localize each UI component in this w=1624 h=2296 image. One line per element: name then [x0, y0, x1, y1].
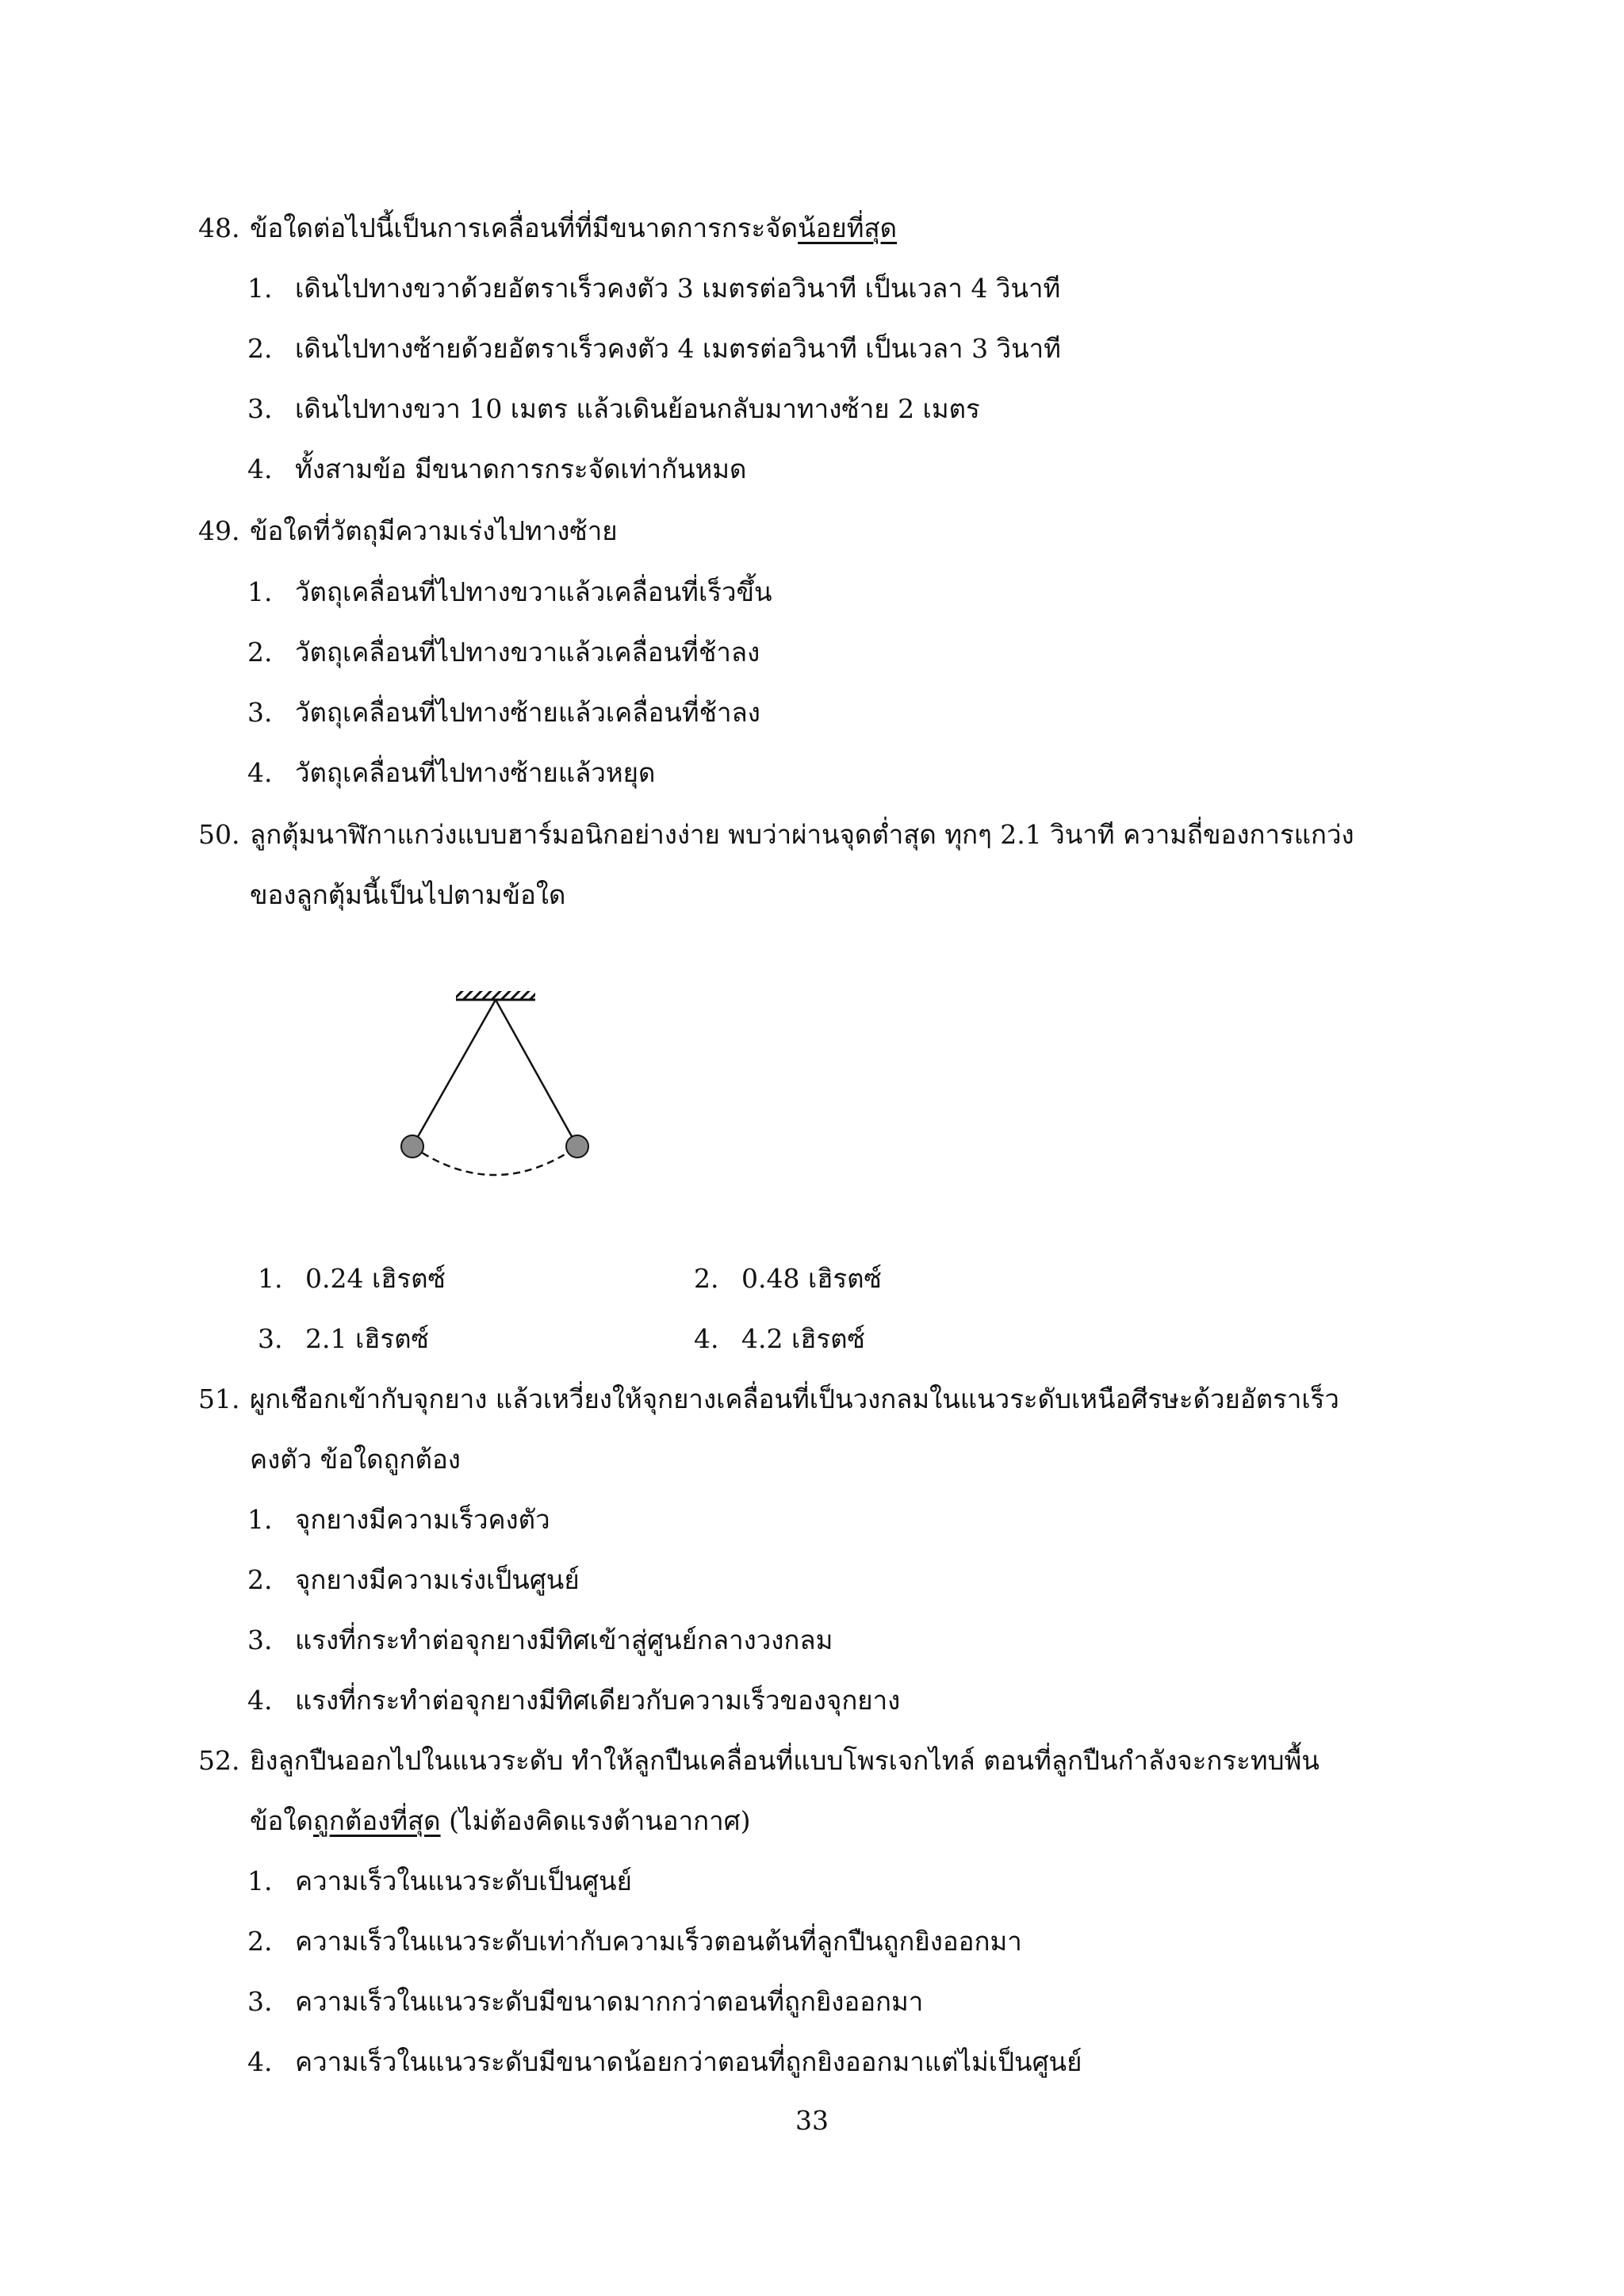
option-text: ความเร็วในแนวระดับมีขนาดน้อยกว่าตอนที่ถูกยิงออกมาแต่ไม่เป็นศูนย์: [295, 2046, 1082, 2077]
question-48: [198, 212, 897, 244]
option: [247, 1564, 580, 1596]
question-text: ข้อใดที่วัตถุมีความเร่งไปทางซ้าย: [250, 515, 618, 546]
option-number: 2.: [247, 1564, 273, 1595]
option: [258, 1323, 429, 1355]
option-text: ความเร็วในแนวระดับมีขนาดมากกว่าตอนที่ถูกยิงออกมา: [295, 1986, 924, 2017]
option: [247, 1866, 632, 1897]
option: [247, 1926, 1022, 1957]
option-text: จุกยางมีความเร็วคงตัว: [295, 1504, 550, 1535]
question-50: [198, 819, 1354, 851]
question-51: [198, 1383, 1339, 1415]
question-number: 52.: [198, 1745, 240, 1776]
option-number: 2.: [247, 1926, 273, 1957]
option-text: ความเร็วในแนวระดับเท่ากับความเร็วตอนต้นที่ลูกปืนถูกยิงออกมา: [295, 1926, 1022, 1957]
option-text: วัตถุเคลื่อนที่ไปทางซ้ายแล้วเคลื่อนที่ช้าลง: [295, 697, 760, 728]
option-number: 1.: [247, 273, 273, 304]
option-text: วัตถุเคลื่อนที่ไปทางซ้ายแล้วหยุด: [295, 757, 656, 788]
question-49: [198, 515, 618, 547]
option: [247, 273, 1060, 304]
string-right: [496, 1000, 577, 1146]
question-number: 49.: [198, 515, 240, 546]
option-number: 2.: [247, 637, 273, 668]
option-number: 4.: [247, 453, 273, 484]
option: [247, 453, 746, 485]
option-number: 2.: [694, 1263, 719, 1294]
option-text: เดินไปทางซ้ายด้วยอัตราเร็วคงตัว 4 เมตรต่อวินาที เป็นเวลา 3 วินาที: [295, 333, 1061, 364]
option-number: 4.: [247, 757, 273, 788]
question-text: ผูกเชือกเข้ากับจุกยาง แล้วเหวี่ยงให้จุกยางเคลื่อนที่เป็นวงกลมในแนวระดับเหนือศีรษะด้วยอัตราเร็ว: [250, 1383, 1339, 1414]
option-text: เดินไปทางขวาด้วยอัตราเร็วคงตัว 3 เมตรต่อวินาที เป็นเวลา 4 วินาที: [295, 273, 1061, 304]
option-text: 4.2 เฮิรตซ์: [741, 1323, 865, 1354]
question-text-continued: คงตัว ข้อใดถูกต้อง: [250, 1444, 461, 1475]
pendulum-diagram: [381, 974, 619, 1211]
ceiling-support: [454, 990, 539, 1000]
option: [247, 1986, 923, 2018]
option-number: 4.: [694, 1323, 719, 1354]
question-text-part: ข้อใด: [250, 1805, 313, 1836]
option: [247, 393, 980, 425]
option-text: 2.1 เฮิรตซ์: [305, 1323, 429, 1354]
option-number: 3.: [258, 1323, 283, 1354]
question-text-continued: [250, 1805, 750, 1837]
option-text: 0.24 เฮิรตซ์: [305, 1263, 446, 1294]
option-number: 1.: [247, 1504, 273, 1535]
option: [694, 1323, 865, 1355]
question-text-continued: ของลูกตุ้มนี้เป็นไปตามข้อใด: [250, 879, 566, 910]
question-emphasis: น้อยที่สุด: [798, 212, 898, 243]
option-number: 1.: [247, 576, 273, 607]
option: [247, 757, 655, 789]
swing-path: [412, 1146, 577, 1175]
option-text: เดินไปทางขวา 10 เมตร แล้วเดินย้อนกลับมาทางซ้าย 2 เมตร: [295, 393, 980, 424]
option-number: 3.: [247, 393, 273, 424]
option-text: แรงที่กระทำต่อจุกยางมีทิศเดียวกับความเร็วของจุกยาง: [295, 1685, 901, 1716]
option-number: 3.: [247, 1986, 273, 2017]
question-text-part: (ไม่ต้องคิดแรงต้านอากาศ): [440, 1805, 751, 1836]
option: [247, 1685, 900, 1716]
option-text: วัตถุเคลื่อนที่ไปทางขวาแล้วเคลื่อนที่เร็วขึ้น: [295, 576, 772, 607]
option-text: ทั้งสามข้อ มีขนาดการกระจัดเท่ากันหมด: [295, 453, 747, 484]
question-number: 48.: [198, 212, 240, 243]
option: [247, 333, 1061, 365]
option: [694, 1263, 882, 1295]
question-52: [198, 1745, 1320, 1777]
option-number: 4.: [247, 1685, 273, 1716]
option-text: จุกยางมีความเร่งเป็นศูนย์: [295, 1564, 580, 1595]
option-text: แรงที่กระทำต่อจุกยางมีทิศเข้าสู่ศูนย์กลางวงกลม: [295, 1624, 833, 1655]
question-text: ลูกตุ้มนาฬิกาแกว่งแบบฮาร์มอนิกอย่างง่าย พบว่าผ่านจุดต่ำสุด ทุกๆ 2.1 วินาที ความถี่ของการแกว่ง: [250, 819, 1354, 850]
option: [247, 1504, 550, 1536]
option-number: 3.: [247, 697, 273, 728]
option-number: 2.: [247, 333, 273, 364]
bob-right: [566, 1135, 588, 1158]
question-number: 51.: [198, 1383, 240, 1414]
option: [247, 637, 760, 668]
option-text: วัตถุเคลื่อนที่ไปทางขวาแล้วเคลื่อนที่ช้าลง: [295, 637, 760, 668]
option: [258, 1263, 446, 1295]
string-left: [412, 1000, 496, 1146]
page-number: 33: [795, 2105, 829, 2136]
question-emphasis: ถูกต้องที่สุด: [312, 1805, 441, 1836]
option-number: 1.: [247, 1866, 273, 1896]
option: [247, 576, 772, 608]
bob-left: [401, 1135, 423, 1158]
option-text: ความเร็วในแนวระดับเป็นศูนย์: [295, 1866, 632, 1896]
question-number: 50.: [198, 819, 240, 850]
question-text: ข้อใดต่อไปนี้เป็นการเคลื่อนที่ที่มีขนาดการกระจัด: [250, 212, 799, 243]
option: [247, 2046, 1082, 2078]
option-number: 4.: [247, 2046, 273, 2077]
option-number: 1.: [258, 1263, 283, 1294]
option: [247, 697, 760, 729]
option-text: 0.48 เฮิรตซ์: [741, 1263, 882, 1294]
option: [247, 1624, 833, 1656]
question-text: ยิงลูกปืนออกไปในแนวระดับ ทำให้ลูกปืนเคลื่อนที่แบบโพรเจกไทล์ ตอนที่ลูกปืนกำลังจะกระทบพื้น: [250, 1745, 1320, 1776]
option-number: 3.: [247, 1624, 273, 1655]
